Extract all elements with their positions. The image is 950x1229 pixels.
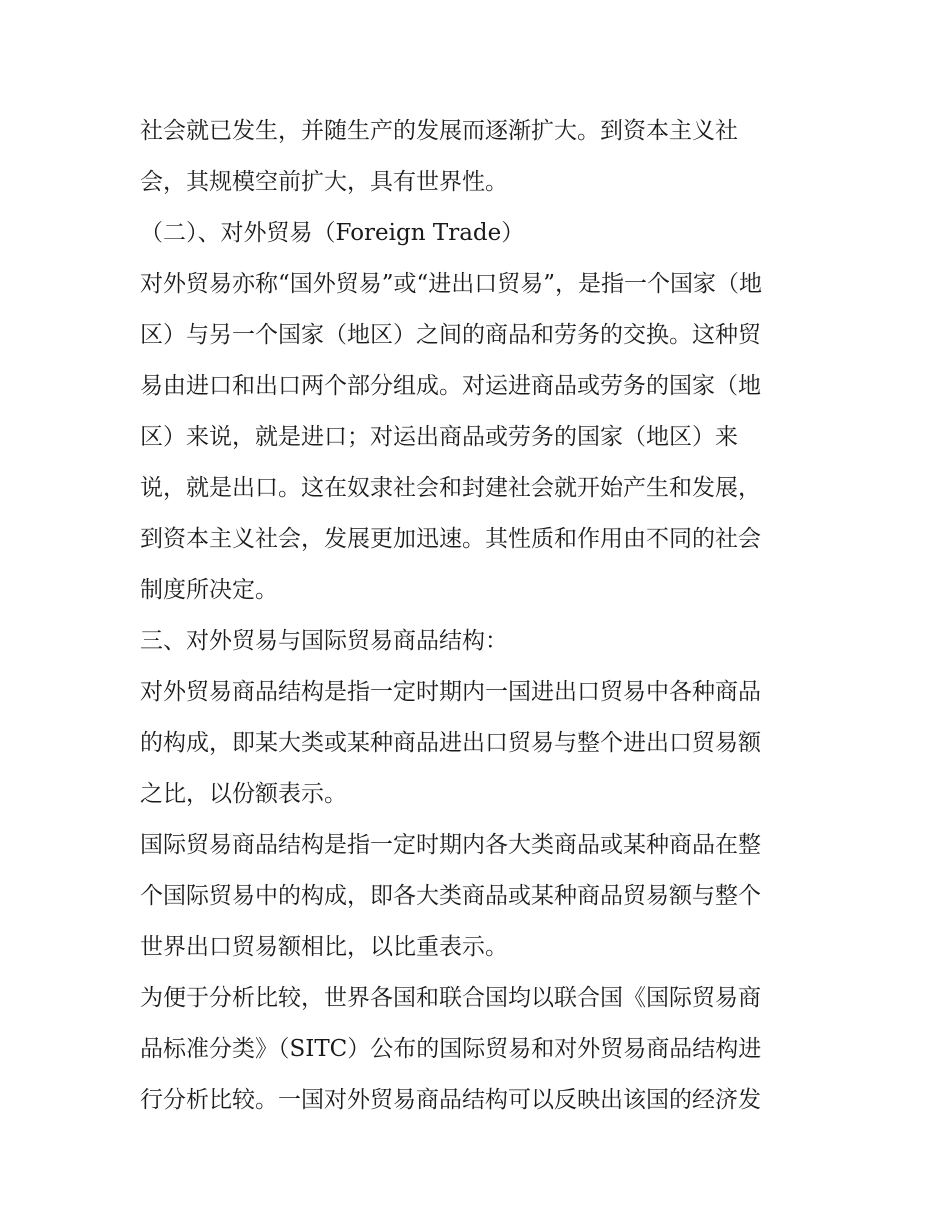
text-line: 制度所决定。	[140, 577, 278, 603]
body-text	[140, 106, 830, 1126]
text-line: 对外贸易商品结构是指一定时期内一国进出口贸易中各种商品	[140, 679, 761, 705]
text-line: 区）与另一个国家（地区）之间的商品和劳务的交换。这种贸	[140, 322, 761, 348]
text-line: 到资本主义社会，发展更加迅速。其性质和作用由不同的社会	[140, 526, 761, 552]
text-line: 之比，以份额表示。	[140, 781, 347, 807]
section-heading: （二）、对外贸易（Foreign Trade）	[140, 220, 525, 246]
text-line: 个国际贸易中的构成，即各大类商品或某种商品贸易额与整个	[140, 883, 761, 909]
text-line: 区）来说，就是进口；对运出商品或劳务的国家（地区）来	[140, 424, 738, 450]
text-line: 易由进口和出口两个部分组成。对运进商品或劳务的国家（地	[140, 373, 761, 399]
section-heading: 三、对外贸易与国际贸易商品结构：	[140, 628, 508, 654]
text-line: 世界出口贸易额相比，以比重表示。	[140, 934, 508, 960]
text-line: 国际贸易商品结构是指一定时期内各大类商品或某种商品在整	[140, 832, 761, 858]
text-line: 为便于分析比较，世界各国和联合国均以联合国《国际贸易商	[140, 985, 761, 1011]
text-line: 会，其规模空前扩大，具有世界性。	[140, 169, 508, 195]
text-line: 说，就是出口。这在奴隶社会和封建社会就开始产生和发展，	[140, 475, 761, 501]
text-line: 的构成，即某大类或某种商品进出口贸易与整个进出口贸易额	[140, 730, 761, 756]
text-line: 行分析比较。一国对外贸易商品结构可以反映出该国的经济发	[140, 1087, 761, 1113]
text-line: 品标准分类》（SITC）公布的国际贸易和对外贸易商品结构进	[140, 1036, 762, 1062]
text-line: 对外贸易亦称“国外贸易”或“进出口贸易”，是指一个国家（地	[140, 271, 763, 297]
text-line: 社会就已发生，并随生产的发展而逐渐扩大。到资本主义社	[140, 118, 738, 144]
